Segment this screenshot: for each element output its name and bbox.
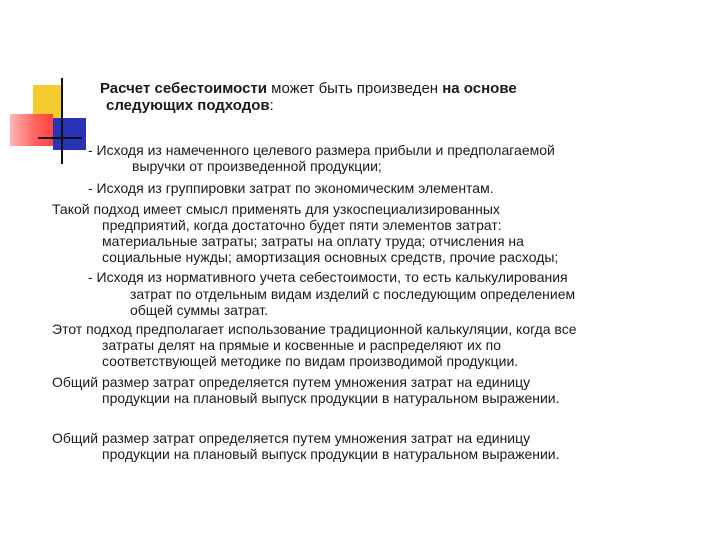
para1-line3: материальные затраты; затраты на оплату труда; отчисления на — [102, 233, 524, 250]
para2-line3: соответствующей методике по видам производимой продукции. — [102, 353, 519, 370]
title-line-2 — [100, 97, 660, 114]
para3-line2: продукции на плановый выпуск продукции в натуральном выражении. — [102, 389, 560, 406]
item3-line1: - Исходя из нормативного учета себестоимости, то есть калькулирования — [88, 269, 568, 286]
item1-line1: - Исходя из намеченного целевого размера прибыли и предполагаемой — [88, 142, 555, 158]
para3-line1: Общий размер затрат определяется путем умножения затрат на единицу — [52, 373, 531, 390]
paragraph-4 — [52, 430, 702, 462]
title-bold-1: Расчет себестоимости — [100, 80, 268, 97]
para1-line4: социальные нужды; амортизация основных средств, прочие расходы; — [102, 249, 559, 266]
paragraph-1 — [52, 201, 702, 266]
para4-line1: Общий размер затрат определяется путем умножения затрат на единицу — [52, 430, 531, 447]
decor-red-square — [10, 114, 53, 146]
para2-line2: затраты делят на прямые и косвенные и распределяют их по — [102, 337, 502, 354]
item2-line1: - Исходя из группировки затрат по экономическим элементам. — [88, 180, 494, 197]
title-line-1 — [100, 80, 660, 97]
paragraph-2 — [52, 321, 702, 370]
item3-line2: затрат по отдельным видам изделий с последующим определением — [130, 285, 576, 302]
list-item-3 — [52, 269, 702, 318]
title-bold-3: следующих подходов — [106, 97, 270, 114]
item3-line3: общей суммы затрат. — [130, 301, 269, 318]
paragraph-3 — [52, 374, 702, 406]
slide-body — [52, 142, 702, 462]
decor-horizontal-line — [38, 137, 82, 139]
para1-line1: Такой подход имеет смысл применять для узкоспециализированных — [52, 200, 500, 217]
title-regular-1: может быть произведен — [267, 80, 443, 97]
slide-title — [100, 80, 660, 114]
para2-line1: Этот подход предполагает использование традиционной калькуляции, когда все — [52, 321, 577, 338]
list-item-1 — [52, 142, 702, 174]
list-item-2 — [52, 180, 702, 196]
para1-line2: предприятий, когда достаточно будет пяти элементов затрат: — [102, 216, 502, 233]
para4-line2: продукции на плановый выпуск продукции в натуральном выражении. — [102, 446, 560, 463]
title-bold-2: на основе — [442, 80, 517, 97]
title-tail: : — [269, 97, 274, 114]
item1-line2: выручки от произведенной продукции; — [132, 158, 382, 175]
